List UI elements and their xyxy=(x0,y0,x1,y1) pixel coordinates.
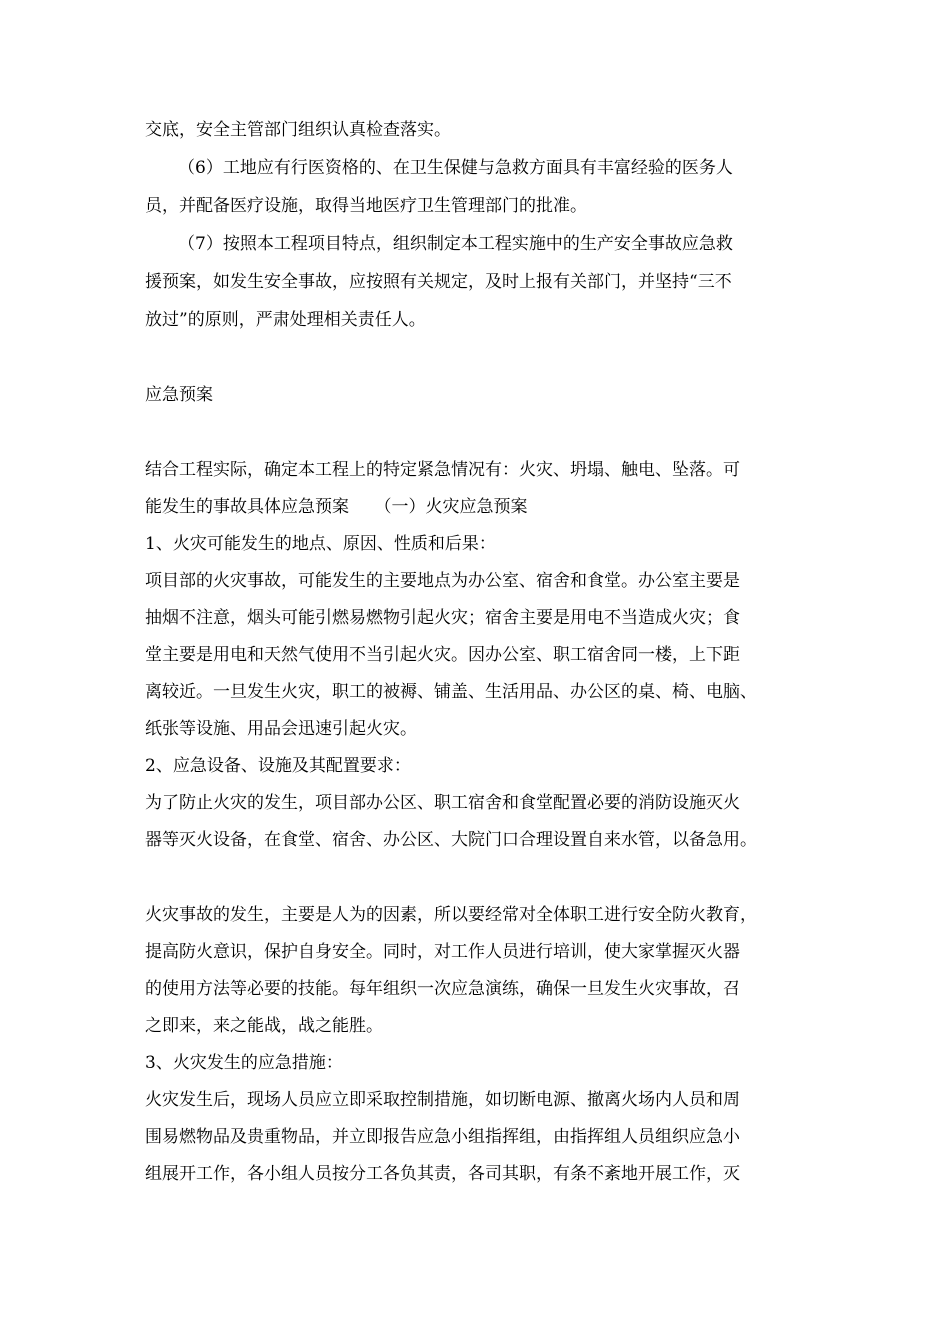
subheading: 3、火灾发生的应急措施： xyxy=(145,1053,343,1073)
paragraph-line: 火灾发生后，现场人员应立即采取控制措施，如切断电源、撤离火场内人员和周 xyxy=(145,1090,740,1110)
paragraph-line: 项目部的火灾事故，可能发生的主要地点为办公室、宿舍和食堂。办公室主要是 xyxy=(145,571,740,591)
paragraph-line: 员，并配备医疗设施，取得当地医疗卫生管理部门的批准。 xyxy=(145,196,587,216)
subheading: 1、火灾可能发生的地点、原因、性质和后果： xyxy=(145,534,496,554)
paragraph-line: 组展开工作，各小组人员按分工各负其责，各司其职，有条不紊地开展工作，灭 xyxy=(145,1164,740,1184)
paragraph-line: （6）工地应有行医资格的、在卫生保健与急救方面具有丰富经验的医务人 xyxy=(178,158,733,178)
subheading: 2、应急设备、设施及其配置要求： xyxy=(145,756,411,776)
paragraph-line: 为了防止火灾的发生，项目部办公区、职工宿舍和食堂配置必要的消防设施灭火 xyxy=(145,793,740,813)
paragraph-line: 器等灭火设备，在食堂、宿舍、办公区、大院门口合理设置自来水管，以备急用。 xyxy=(145,830,757,850)
paragraph-line: 之即来，来之能战，战之能胜。 xyxy=(145,1016,383,1036)
paragraph-line: 堂主要是用电和天然气使用不当引起火灾。因办公室、职工宿舍同一楼，上下距 xyxy=(145,645,740,665)
paragraph-line: 能发生的事故具体应急预案 （一）火灾应急预案 xyxy=(145,497,528,517)
paragraph-line: 结合工程实际，确定本工程上的特定紧急情况有：火灾、坍塌、触电、坠落。可 xyxy=(145,460,740,480)
paragraph-line: 提高防火意识，保护自身安全。同时，对工作人员进行培训，使大家掌握灭火器 xyxy=(145,942,740,962)
paragraph-line: 离较近。一旦发生火灾，职工的被褥、铺盖、生活用品、办公区的桌、椅、电脑、 xyxy=(145,682,757,702)
paragraph-line: 放过”的原则，严肃处理相关责任人。 xyxy=(145,310,426,330)
paragraph-line: 的使用方法等必要的技能。每年组织一次应急演练，确保一旦发生火灾事故，召 xyxy=(145,979,740,999)
paragraph-line: 火灾事故的发生，主要是人为的因素，所以要经常对全体职工进行安全防火教育， xyxy=(145,905,757,925)
paragraph-line: （7）按照本工程项目特点，组织制定本工程实施中的生产安全事故应急救 xyxy=(178,234,733,254)
paragraph-line: 围易燃物品及贵重物品，并立即报告应急小组指挥组，由指挥组人员组织应急小 xyxy=(145,1127,740,1147)
paragraph-line: 交底，安全主管部门组织认真检查落实。 xyxy=(145,120,451,140)
paragraph-line: 抽烟不注意，烟头可能引燃易燃物引起火灾；宿舍主要是用电不当造成火灾；食 xyxy=(145,608,740,628)
paragraph-line: 援预案，如发生安全事故，应按照有关规定，及时上报有关部门，并坚持“三不 xyxy=(145,272,732,292)
section-heading: 应急预案 xyxy=(145,385,213,405)
paragraph-line: 纸张等设施、用品会迅速引起火灾。 xyxy=(145,719,417,739)
